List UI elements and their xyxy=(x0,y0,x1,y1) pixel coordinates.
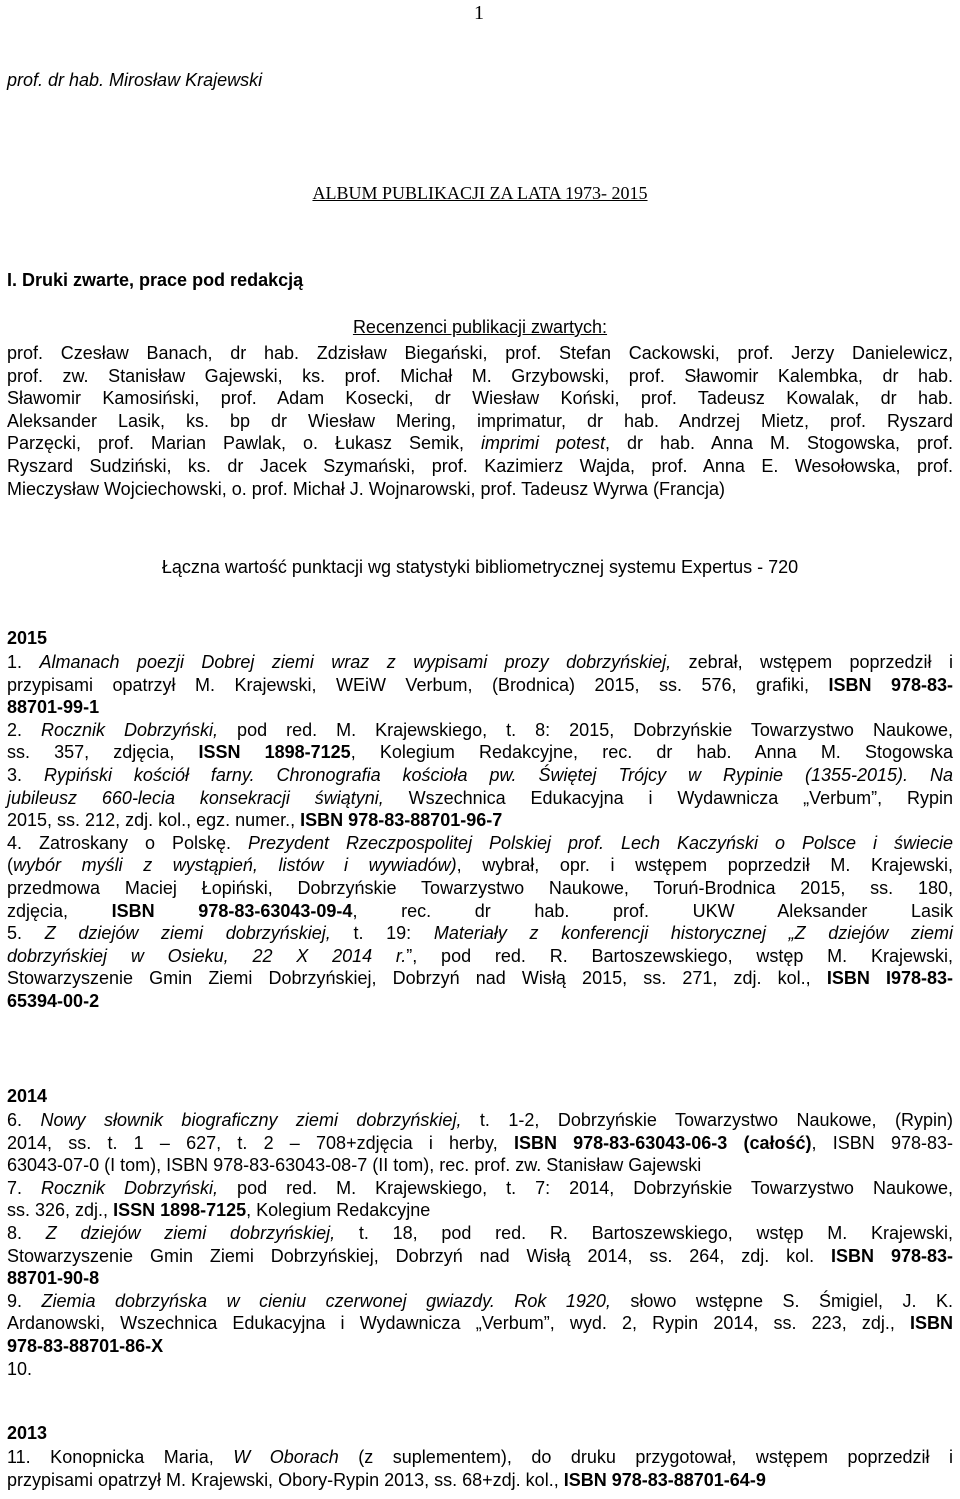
entry-text: Stowarzyszenie Gmin Ziemi Dobrzyńskiej, Dobrzyń nad Wisłą 2015, ss. 271, zdj. kol., xyxy=(7,968,827,989)
entry-line xyxy=(7,696,953,719)
entry-text: 9. xyxy=(7,1290,42,1311)
entry-line xyxy=(7,877,953,900)
entry-bold-text: ISBN xyxy=(909,1313,953,1334)
entry-line xyxy=(7,922,953,945)
entry-text: ss. 326, zdj., xyxy=(7,1200,114,1221)
entry-line xyxy=(7,1177,953,1200)
author-name: prof. dr hab. Mirosław Krajewski xyxy=(7,70,263,90)
entry-italic-text: Nowy słownik biograficzny ziemi dobrzyńskiej, xyxy=(40,1110,462,1130)
entry-italic-text: Ziemia dobrzyńska w cieniu czerwonej gwiazdy. Rok 1920, xyxy=(41,1290,611,1311)
entry-bold-text: 978-83-88701-86-X xyxy=(7,1335,164,1356)
entry-italic-text: jubileusz 660-lecia konsekracji świątyni, xyxy=(7,787,384,808)
entry-line xyxy=(7,1335,953,1358)
entry-italic-text: Z dziejów ziemi dobrzyńskiej, xyxy=(45,1222,336,1243)
year-heading: 2013 xyxy=(7,1423,48,1443)
entry-bold-text: ISBN 978-83-88701-96-7 xyxy=(300,810,503,831)
entry-line xyxy=(7,1199,953,1222)
entry-bold-text: ISSN 1898-7125 xyxy=(198,742,351,763)
entry-line xyxy=(7,900,953,923)
reviewers-line: Ryszard Sudziński, ks. dr Jacek Szymański, prof. Kazimierz Wajda, prof. Anna E. Wesołowska, prof. xyxy=(7,455,953,476)
entry-text: 2014, ss. t. 1 – 627, t. 2 – 708+zdjęcia i herby, xyxy=(7,1132,514,1153)
entry-line xyxy=(7,719,953,742)
entry-text: pod red. M. Krajewskiego, t. 8: 2015, Dobrzyńskie Towarzystwo Naukowe, xyxy=(218,719,953,740)
entry-text: słowo wstępne S. Śmigiel, J. K. xyxy=(610,1290,953,1311)
reviewers-line: Aleksander Lasik, ks. bp dr Wiesław Mering, imprimatur, dr hab. Andrzej Mietz, prof. Ryszard xyxy=(7,410,953,431)
entry-italic-text: W Oborach xyxy=(233,1447,339,1467)
entry-bold-text: 88701-90-8 xyxy=(7,1268,100,1289)
entry-italic-text: dobrzyńskiej w Osieku, 22 X 2014 r. xyxy=(7,945,407,966)
entry-text: 63043-07-0 (I tom), ISBN 978-83-63043-08-7 (II tom), rec. prof. zw. Stanisław Gajewski xyxy=(7,1155,702,1176)
total-points: Łączna wartość punktacji wg statystyki bibliometrycznej systemu Expertus - 720 xyxy=(161,557,799,577)
reviewers-title: Recenzenci publikacji zwartych: xyxy=(352,317,608,337)
entry-text: , Kolegium Redakcyjne, rec. dr hab. Anna M. Stogowska xyxy=(350,742,953,763)
entry-line xyxy=(7,832,953,855)
entry-text: ”, pod red. R. Bartoszewskiego, wstęp M. Krajewski, xyxy=(406,945,953,966)
entry-line xyxy=(7,1358,953,1381)
entry-text: 10. xyxy=(7,1358,33,1379)
reviewers-line: prof. zw. Stanisław Gajewski, ks. prof. Michał M. Grzybowski, prof. Sławomir Kalembka, dr hab. xyxy=(7,365,953,386)
entry-text: 6. xyxy=(7,1110,41,1130)
entry-text: 2. xyxy=(7,719,42,740)
entry-italic-text: Materiały z konferencji historycznej „Z dziejów ziemi xyxy=(433,923,953,944)
entry-text: 8. xyxy=(7,1222,46,1243)
entry-line xyxy=(7,1446,953,1469)
entry-text: pod red. M. Krajewskiego, t. 7: 2014, Dobrzyńskie Towarzystwo Naukowe, xyxy=(218,1177,953,1198)
entry-bold-text: ISBN 978-83-88701-64-9 xyxy=(563,1469,766,1490)
entry-bold-text: ISSN 1898-7125 xyxy=(113,1200,247,1221)
year-heading: 2014 xyxy=(7,1086,48,1106)
entry-text: 3. xyxy=(7,764,44,785)
entry-italic-text: Prezydent Rzeczpospolitej Polskiej prof. Lech Kaczyński o Polsce i świecie xyxy=(247,832,953,853)
entry-bold-text: ISBN 978-83-63043-06-3 (całość) xyxy=(513,1132,812,1153)
entry-line xyxy=(7,764,953,787)
entry-text: zebrał, wstępem poprzedził i xyxy=(671,652,953,672)
entry-italic-text: Rypiński kościół farny. Chronografia kościoła pw. Świętej Trójcy w Rypinie (1355-2015). Na xyxy=(43,764,954,785)
entry-line xyxy=(7,1290,953,1313)
entry-bold-text: 65394-00-2 xyxy=(7,990,100,1011)
entry-text: ( xyxy=(7,855,13,876)
entry-text: Wszechnica Edukacyjna i Wydawnicza „Verbum”, Rypin xyxy=(383,787,953,808)
entry-italic-text: wybór myśli z wystąpień, listów i wywiadów) xyxy=(13,855,457,876)
entry-text: t. 19: xyxy=(330,923,434,944)
entry-line xyxy=(7,674,953,697)
entry-italic-text: Z dziejów ziemi dobrzyńskiej, xyxy=(44,923,331,944)
entry-text: , rec. dr hab. prof. UKW Aleksander Lasik xyxy=(352,900,953,921)
entry-line xyxy=(7,1222,953,1245)
entry-line xyxy=(7,945,953,968)
entry-text: 5. xyxy=(7,923,45,944)
reviewers-line: prof. Czesław Banach, dr hab. Zdzisław Biegański, prof. Stefan Cackowski, prof. Jerzy Danielewicz, xyxy=(7,343,953,363)
entry-line xyxy=(7,1132,953,1155)
entry-line xyxy=(7,1267,953,1290)
reviewers-line: Mieczysław Wojciechowski, o. prof. Michał J. Wojnarowski, prof. Tadeusz Wyrwa (Francja) xyxy=(7,478,726,499)
entry-line xyxy=(7,967,953,990)
entry-italic-text: Rocznik Dobrzyński, xyxy=(41,1177,219,1198)
year-heading: 2015 xyxy=(7,628,48,648)
section-title: I. Druki zwarte, prace pod redakcją xyxy=(7,270,304,290)
entry-line xyxy=(7,809,953,832)
entry-line xyxy=(7,1154,953,1177)
entry-line xyxy=(7,651,953,674)
reviewers-line xyxy=(7,432,953,455)
entry-text: t. 18, pod red. R. Bartoszewskiego, wstęp M. Krajewski, xyxy=(335,1222,954,1243)
entry-line xyxy=(7,1312,953,1335)
entry-line xyxy=(7,1109,953,1132)
entry-italic-text: Rocznik Dobrzyński, xyxy=(41,719,219,740)
entry-line xyxy=(7,1469,953,1492)
entry-text: przedmowa Maciej Łopiński, Dobrzyńskie Towarzystwo Naukowe, Toruń-Brodnica 2015, ss. 180, xyxy=(7,877,953,898)
entry-text: , ISBN 978-83- xyxy=(811,1132,953,1153)
reviewers-list xyxy=(7,342,953,500)
entry-bold-text: ISBN I978-83- xyxy=(826,968,953,989)
entry-bold-text: 88701-99-1 xyxy=(7,697,100,718)
entry-line xyxy=(7,741,953,764)
entry-bold-text: ISBN 978-83-63043-09-4 xyxy=(111,900,353,921)
entry-text: ss. 357, zdjęcia, xyxy=(7,742,199,763)
entry-text: , wybrał, opr. i wstępem poprzedził M. Krajewski, xyxy=(456,855,953,876)
entry-text: zdjęcia, xyxy=(7,900,112,921)
entry-text: przypisami opatrzył M. Krajewski, Obory-Rypin 2013, ss. 68+zdj. kol., xyxy=(7,1469,564,1490)
entry-bold-text: ISBN 978-83- xyxy=(828,674,953,695)
entry-text: Stowarzyszenie Gmin Ziemi Dobrzyńskiej, Dobrzyń nad Wisłą 2014, ss. 264, zdj. kol. xyxy=(7,1245,832,1266)
entry-line xyxy=(7,1245,953,1268)
entry-text: (z suplementem), do druku przygotował, wstępem poprzedził i xyxy=(338,1447,953,1467)
entry-text: przypisami opatrzył M. Krajewski, WEiW Verbum, (Brodnica) 2015, ss. 576, grafiki, xyxy=(7,674,829,695)
entry-bold-text: ISBN 978-83- xyxy=(831,1245,953,1266)
page-number: 1 xyxy=(474,2,484,24)
year-entries xyxy=(7,1109,953,1380)
entry-text: 4. Zatroskany o Polskę. xyxy=(7,832,248,853)
reviewers-italic-text: imprimi potest xyxy=(480,433,605,454)
entry-line xyxy=(7,990,953,1013)
entry-italic-text: Almanach poezji Dobrej ziemi wraz z wypisami prozy dobrzyńskiej, xyxy=(39,652,672,672)
reviewers-text: , dr hab. Anna M. Stogowska, prof. xyxy=(604,433,953,454)
entry-text: Ardanowski, Wszechnica Edukacyjna i Wydawnicza „Verbum”, wyd. 2, Rypin 2014, ss. 223, zdj., xyxy=(7,1313,910,1334)
year-entries xyxy=(7,1446,953,1491)
entry-line xyxy=(7,854,953,877)
entry-text: , Kolegium Redakcyjne xyxy=(246,1200,431,1221)
reviewers-line: Sławomir Kamosiński, prof. Adam Kosecki, dr Wiesław Koński, prof. Tadeusz Kowalak, dr hab. xyxy=(7,388,953,409)
album-title: ALBUM PUBLIKACJI ZA LATA 1973- 2015 xyxy=(312,183,648,203)
entry-line xyxy=(7,787,953,810)
entry-text: t. 1-2, Dobrzyńskie Towarzystwo Naukowe, (Rypin) xyxy=(461,1110,954,1130)
entry-text: 7. xyxy=(7,1177,42,1198)
entry-text: 2015, ss. 212, zdj. kol., egz. numer., xyxy=(7,810,301,831)
year-entries xyxy=(7,651,953,1013)
entry-text: 1. xyxy=(7,652,40,672)
reviewers-text: Parzęcki, prof. Marian Pawlak, o. Łukasz Semik, xyxy=(7,433,464,454)
entry-text: 11. Konopnicka Maria, xyxy=(7,1447,234,1467)
